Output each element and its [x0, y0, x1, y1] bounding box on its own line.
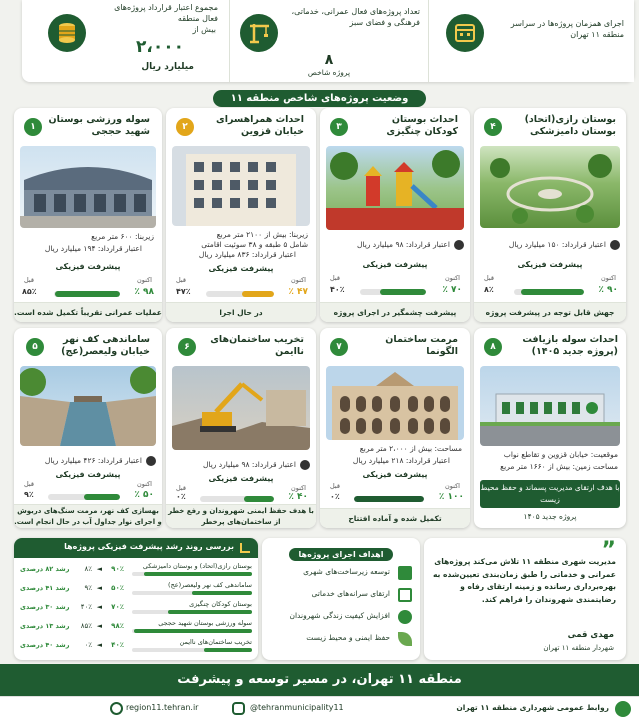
- trend-row: [20, 562, 252, 574]
- progress-fill: [244, 496, 274, 502]
- project-credit: اعتبار قرارداد: ۱۹۴ میلیارد ریال: [44, 244, 142, 253]
- progress-label: پیشرفت فیزیکی: [208, 474, 274, 483]
- project-footer-note: پروژه جدید ۱۴۰۵: [523, 512, 577, 521]
- goal-item: [270, 630, 412, 650]
- trend-growth: رشد ۸۲ درصدی: [20, 565, 70, 573]
- progress-bar: [48, 494, 120, 500]
- trend-growth: رشد ۳۰ درصدی: [20, 603, 70, 611]
- globe-icon: [454, 240, 464, 250]
- project-footer: عملیات عمرانی تقریباً تکمیل شده ‌‌است.: [14, 302, 162, 322]
- trend-bar: [132, 572, 252, 576]
- trend-name: بوستان کودکان چنگیزی: [189, 600, 252, 608]
- progress-fill: [55, 291, 120, 297]
- progress-bar: [514, 289, 584, 295]
- project-area: زیربنا: بیش از ۲۱۰۰ متر مربع: [216, 230, 308, 239]
- trend-bar-fill: [204, 648, 252, 652]
- trend-before: ۰٪: [84, 641, 92, 649]
- before-label: قبل: [24, 276, 34, 284]
- project-photo: [172, 366, 310, 450]
- quote-name: مهدی قمی: [567, 630, 614, 640]
- project-footer: بهسازی کف نهر، مرمت سنگ‌های دربوش و اجرای نوار جداول آب در حال انجام است.: [14, 504, 162, 528]
- now-percent: ۵۰ ٪: [134, 490, 154, 500]
- arrow-icon: ◄: [96, 565, 102, 573]
- project-card-5: [14, 328, 162, 528]
- building-icon: [398, 566, 412, 580]
- before-percent: ۸۵٪: [22, 287, 37, 296]
- trend-row: [20, 600, 252, 612]
- project-title: سوله ورزشی بوستان شهید حججی: [48, 114, 150, 137]
- progress-bar: [354, 496, 424, 502]
- progress-label: پیشرفت فیزیکی: [517, 260, 583, 269]
- trend-name: تخریب ساختمان‌های ناایمن: [179, 638, 252, 646]
- trend-bar: [132, 629, 252, 633]
- project-number: ۳: [330, 118, 348, 136]
- stat-unit: پروژه شاخص: [307, 68, 351, 77]
- project-card-6: [166, 328, 316, 528]
- before-label: قبل: [330, 482, 340, 490]
- progress-bar: [200, 496, 274, 502]
- project-floors: شامل ۵ طبقه و ۳۸ سوئیت اقامتی: [201, 240, 308, 249]
- trend-title-bar: [14, 538, 258, 558]
- social-handle[interactable]: @tehranmunicipality11: [250, 703, 344, 712]
- banner-text: منطقه ۱۱ تهران، در مسیر توسعه و پیشرفت: [177, 672, 462, 687]
- project-photo: [20, 146, 156, 228]
- project-number: ۲: [176, 118, 194, 136]
- project-card-4: [474, 108, 626, 322]
- progress-fill: [84, 494, 120, 500]
- goals-title-text: اهداف اجرای پروژه‌ها: [289, 548, 394, 561]
- trend-panel: [14, 538, 258, 660]
- now-percent: ۱۰۰ ٪: [438, 492, 464, 502]
- trend-now: ۹۰٪: [111, 565, 124, 573]
- now-label: اکنون: [137, 276, 152, 284]
- coins-icon: [48, 14, 86, 52]
- trend-row: [20, 619, 252, 631]
- pr-text: روابط عمومی شهرداری منطقه ۱۱ تهران: [456, 703, 609, 712]
- goal-text: ارتقای سرانه‌های خدماتی: [311, 589, 390, 598]
- project-photo: [480, 146, 620, 228]
- trend-bar-fill: [144, 572, 252, 576]
- trend-now: ۹۸٪: [111, 622, 124, 630]
- trend-now: ۵۰٪: [111, 584, 124, 592]
- progress-fill: [521, 289, 584, 295]
- before-label: قبل: [24, 480, 34, 488]
- bar-chart-icon: [240, 543, 250, 553]
- trend-bar-fill: [134, 629, 252, 633]
- now-percent: ۷۰ ٪: [442, 285, 462, 295]
- logo-icon: [615, 701, 631, 717]
- globe-icon: [610, 240, 620, 250]
- quote-role: شهردار منطقه ۱۱ تهران: [543, 644, 614, 652]
- now-percent: ۴۰ ٪: [288, 492, 308, 502]
- before-percent: ۸٪: [484, 285, 494, 294]
- progress-bar: [360, 289, 426, 295]
- trend-rows: [14, 562, 258, 660]
- trend-growth: رشد ۴۰ درصدی: [20, 641, 70, 649]
- trend-bar-fill: [192, 591, 252, 595]
- project-card-8: [474, 328, 626, 528]
- goal-item: [270, 608, 412, 628]
- stat-value: ۲،۰۰۰: [136, 37, 184, 57]
- project-photo: [20, 366, 156, 446]
- project-number: ۸: [484, 338, 502, 356]
- before-label: قبل: [176, 276, 186, 284]
- before-label: قبل: [484, 274, 494, 282]
- progress-fill: [242, 291, 274, 297]
- before-percent: ۴۰٪: [330, 285, 345, 294]
- stat-text: اجرای همزمان پروژه‌ها در سراسر منطقه ۱۱ تهران: [510, 19, 624, 39]
- project-footer: تکمیل شده و آماده افتتاح: [320, 508, 470, 528]
- stat-projects-count: [229, 0, 429, 82]
- calendar-icon: [446, 14, 484, 52]
- now-label: اکنون: [445, 274, 460, 282]
- globe-icon: [300, 460, 310, 470]
- instagram-icon[interactable]: [232, 702, 245, 715]
- project-title: احداث سوله بازیافت (پروژه جدید ۱۴۰۵): [522, 334, 618, 357]
- project-credit: اعتبار قرارداد: ۹۸ میلیارد ریال: [356, 240, 450, 249]
- trend-growth: رشد ۴۱ درصدی: [20, 584, 70, 592]
- arrow-icon: ◄: [96, 584, 102, 592]
- stat-prefix: بیش از: [192, 25, 216, 34]
- trend-before: ۴۰٪: [80, 603, 92, 611]
- project-credit: اعتبار قرارداد: ۹۸ میلیارد ریال: [202, 460, 296, 469]
- project-photo: [326, 366, 464, 440]
- chart-up-icon: [398, 588, 412, 602]
- trend-row: [20, 638, 252, 650]
- goal-text: حفظ ایمنی و محیط زیست: [306, 633, 390, 642]
- footer-bar: [0, 696, 639, 720]
- project-footer: جهش قابل توجه در پیشرفت پروژه: [474, 302, 626, 322]
- stat-text: مجموع اعتبار قرارداد پروژه‌های فعال منطقه: [114, 3, 218, 23]
- project-area: مساحت: بیش از ۲،۰۰۰ متر مربع: [359, 444, 462, 453]
- project-number: ۱: [24, 118, 42, 136]
- now-label: اکنون: [445, 482, 460, 490]
- now-label: اکنون: [291, 484, 306, 492]
- mayor-quote: [424, 538, 626, 660]
- trend-before: ۸٪: [84, 565, 92, 573]
- trend-name: سوله ورزشی بوستان شهید حججی: [158, 619, 252, 627]
- now-percent: ۴۷ ٪: [288, 287, 308, 297]
- arrow-icon: ◄: [96, 622, 102, 630]
- globe-icon: [146, 456, 156, 466]
- arrow-icon: ◄: [96, 641, 102, 649]
- goals-title: [274, 542, 408, 561]
- progress-label: پیشرفت فیزیکی: [55, 470, 121, 479]
- quote-text: مدیریت شهری منطقه ۱۱ تلاش می‌کند پروژه‌های عمرانی و خدماتی را طبق زمان‌بندی تعیین‌شده به بهره‌برداری رسانده و زمینه ارتقای رفاه و رضایتمندی شهروندان را فراهم کند.: [432, 557, 616, 604]
- project-footer: با هدف حفظ ایمنی شهروندان و رفع خطر از ساختمان‌های پرخطر: [166, 504, 316, 528]
- project-footer: پیشرفت چشمگیر در اجرای پروژه: [320, 302, 470, 322]
- leaf-icon: [398, 632, 412, 646]
- project-number: ۷: [330, 338, 348, 356]
- project-credit: اعتبار قرارداد: ۲۱۸ میلیارد ریال: [352, 456, 450, 465]
- before-percent: ۹٪: [24, 490, 34, 499]
- now-label: اکنون: [137, 480, 152, 488]
- project-title: ساماندهی کف نهر خیابان ولیعصر(عج): [61, 334, 150, 357]
- stat-text: تعداد پروژه‌های فعال عمرانی، خدماتی، فرهنگی و فضای سبز: [291, 7, 420, 27]
- trend-title: بررسی روند رشد پیشرفت فیزیکی پروژه‌ها: [64, 542, 234, 551]
- project-photo: [480, 366, 620, 446]
- trend-row: [20, 581, 252, 593]
- before-label: قبل: [176, 484, 186, 492]
- trend-before: ۹٪: [84, 584, 92, 592]
- trend-growth: رشد ۱۳ درصدی: [20, 622, 70, 630]
- section-title: [0, 86, 639, 106]
- trend-now: ۴۰٪: [111, 641, 124, 649]
- progress-label: پیشرفت فیزیکی: [55, 262, 121, 271]
- progress-label: پیشرفت فیزیکی: [362, 470, 428, 479]
- goal-item: [270, 586, 412, 606]
- project-card-2: [166, 108, 316, 322]
- project-card-1: [14, 108, 162, 322]
- now-label: اکنون: [601, 274, 616, 282]
- project-photo: [172, 146, 310, 226]
- trend-bar: [132, 610, 252, 614]
- project-title: احداث همراهسرای خیابان قزوین: [216, 114, 304, 137]
- project-area: زیربنا: ۶۰۰ متر مربع: [91, 232, 154, 241]
- project-number: ۶: [178, 338, 196, 356]
- project-credit: اعتبار قرارداد: ۴۲۶ میلیارد ریال: [44, 456, 142, 465]
- project-title: تخریب ساختمان‌های ناایمن: [210, 334, 304, 357]
- stat-value: ۸: [324, 52, 334, 68]
- now-label: اکنون: [291, 276, 306, 284]
- progress-label: پیشرفت فیزیکی: [208, 264, 274, 273]
- project-number: ۵: [26, 338, 44, 356]
- trend-bar: [132, 591, 252, 595]
- project-area: مساحت زمین: بیش از ۱۶۶۰ متر مربع: [500, 462, 618, 471]
- before-percent: ۰٪: [330, 492, 340, 501]
- project-card-3: [320, 108, 470, 322]
- progress-label: پیشرفت فیزیکی: [362, 260, 428, 269]
- crane-icon: [240, 14, 278, 52]
- progress-bar: [54, 291, 120, 297]
- stat-credit: [34, 0, 224, 82]
- globe-icon: [110, 702, 123, 715]
- project-footer: با هدف ارتقای مدیریت پسماند و حفظ محیط زیست: [480, 480, 620, 508]
- now-percent: ۹۸ ٪: [134, 287, 154, 297]
- stat-simultaneous: [434, 0, 634, 82]
- trend-now: ۷۰٪: [111, 603, 124, 611]
- trend-name: ساماندهی کف نهر ولیعصر(عج): [168, 581, 252, 589]
- progress-bar: [206, 291, 274, 297]
- trend-name: بوستان رازی(اتحاد) و بوستان دامیزشکی: [142, 562, 252, 570]
- progress-fill: [380, 289, 426, 295]
- trend-bar-fill: [168, 610, 252, 614]
- goals-panel: [262, 538, 420, 660]
- project-footer: در حال اجرا: [166, 302, 316, 322]
- project-credit: اعتبار قرارداد: ۸۳۶ میلیارد ریال: [198, 250, 296, 259]
- project-location: موقعیت: خیابان قزوین و تقاطع نواب: [503, 450, 618, 459]
- project-title: احداث بوستان کودکان چنگیزی: [386, 114, 458, 137]
- quote-icon: ”: [601, 538, 616, 563]
- people-icon: [398, 610, 412, 624]
- project-credit: اعتبار قرارداد: ۱۵۰ میلیارد ریال: [508, 240, 606, 249]
- progress-fill: [354, 496, 424, 502]
- trend-bar: [132, 648, 252, 652]
- trend-before: ۸۵٪: [80, 622, 92, 630]
- goal-item: [270, 564, 412, 584]
- goal-text: افزایش کیفیت زندگی شهروندان: [289, 611, 390, 620]
- before-percent: ۰٪: [176, 492, 186, 501]
- before-percent: ۴۷٪: [176, 287, 191, 296]
- project-title: بوستان رازی(اتحاد) بوستان دامیزشکی: [524, 114, 616, 137]
- project-title: مرمت ساختمان الگونما: [385, 334, 458, 357]
- project-card-7: [320, 328, 470, 528]
- goal-text: توسعه زیرساخت‌های شهری: [303, 567, 390, 576]
- project-photo: [326, 146, 464, 230]
- before-label: قبل: [330, 274, 340, 282]
- stat-unit: میلیارد ریال: [141, 62, 194, 72]
- project-number: ۴: [484, 118, 502, 136]
- section-title-text: وضعیت پروژه‌های شاخص منطقه ۱۱: [213, 90, 427, 107]
- website-link[interactable]: region11.tehran.ir: [126, 703, 199, 712]
- arrow-icon: ◄: [96, 603, 102, 611]
- bottom-banner: [0, 664, 639, 696]
- now-percent: ۹۰ ٪: [598, 285, 618, 295]
